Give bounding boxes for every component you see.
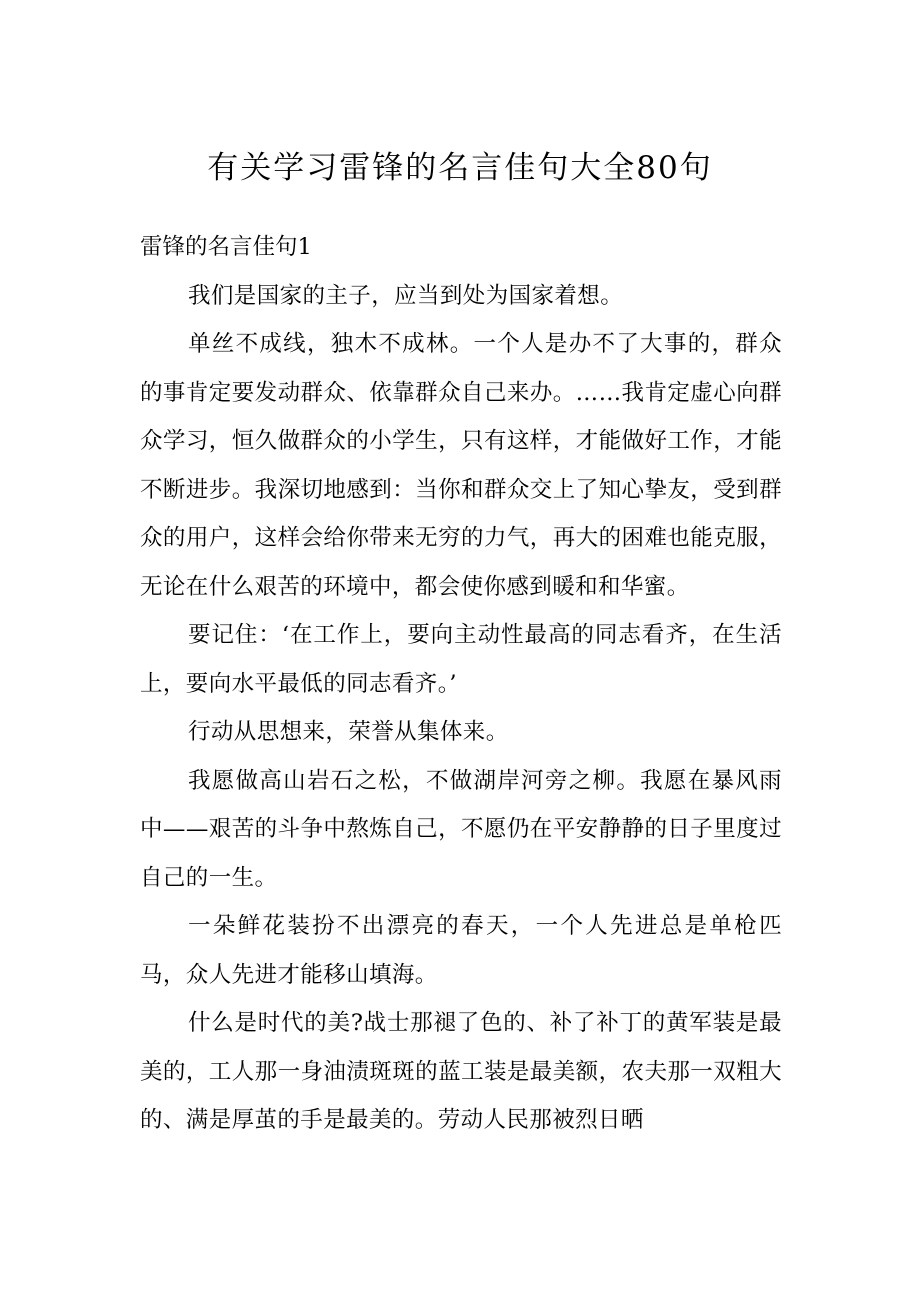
quote-paragraph: 要记住：‘在工作上，要向主动性最高的同志看齐，在生活上，要向水平最低的同志看齐。’ xyxy=(140,622,782,697)
document-title: 有关学习雷锋的名言佳句大全80句 xyxy=(207,150,713,186)
quote-paragraph: 我们是国家的主子，应当到处为国家着想。 xyxy=(188,282,624,309)
section-heading: 雷锋的名言佳句1 xyxy=(140,234,312,260)
quote-paragraph: 一朵鲜花装扮不出漂亮的春天，一个人先进总是单枪匹马，众人先进才能移山填海。 xyxy=(140,913,782,988)
quote-paragraph: 什么是时代的美?战士那褪了色的、补了补丁的黄军装是最美的，工人那一身油渍斑斑的蓝工装是最美额，农夫那一双粗大的、满是厚茧的手是最美的。劳动人民那被烈日晒 xyxy=(140,1010,782,1133)
quote-paragraph: 行动从思想来，荣誉从集体来。 xyxy=(188,719,509,745)
quote-paragraph: 我愿做高山岩石之松，不做湖岸河旁之柳。我愿在暴风雨中——艰苦的斗争中熬炼自己，不愿仍在平安静静的日子里度过自己的一生。 xyxy=(140,767,782,891)
document-body xyxy=(140,223,782,1145)
quote-paragraph: 单丝不成线，独木不成林。一个人是办不了大事的，群众的事肯定要发动群众、依靠群众自己来办。……我肯定虚心向群众学习，恒久做群众的小学生，只有这样，才能做好工作，才能不断进步。我深切地感到：当你和群众交上了知心挚友，受到群众的用户，这样会给你带来无穷的力气，再大的困难也能克服，无论在什么艰苦的环境中，都会使你感到暖和和华蜜。 xyxy=(140,331,782,600)
